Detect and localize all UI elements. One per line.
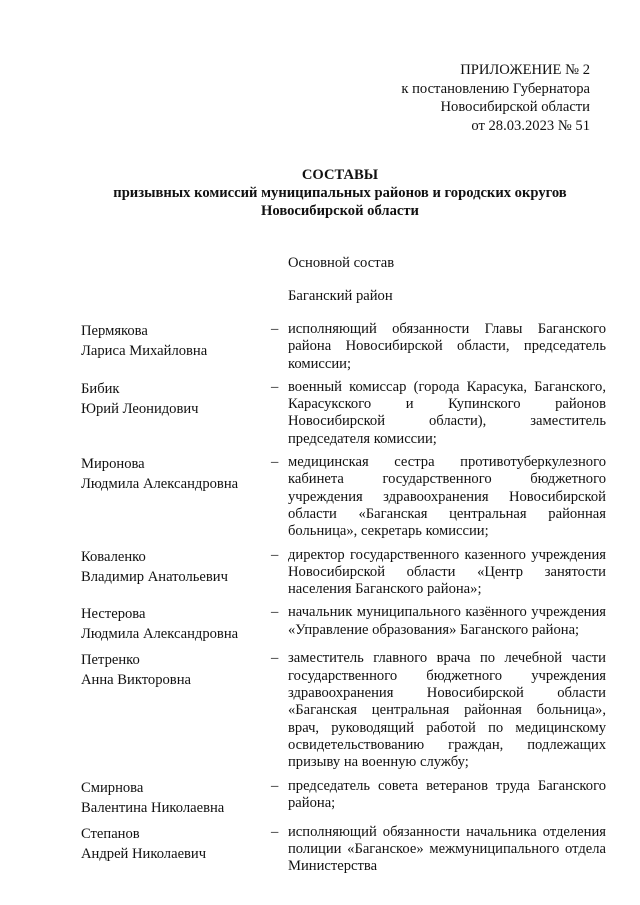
member-name [81,778,271,818]
member-name [81,379,271,419]
member-given-name: Лариса Михайловна [81,343,208,359]
member-row [81,379,611,448]
member-row [81,321,611,373]
member-role: военный комиссар (города Карасука, Баганского, Карасукского и Купинского районов Новосибирской области), заместитель председателя комиссии; [288,378,606,447]
appendix-number: ПРИЛОЖЕНИЕ № 2 [460,62,590,78]
member-surname: Нестерова [81,606,146,623]
title-region: Новосибирской области [261,203,419,219]
member-row [81,454,611,540]
member-given-name: Андрей Николаевич [81,845,207,862]
member-role: заместитель главного врача по лечебной части государственного бюджетного учреждения здравоохранения Новосибирской области «Баганская центральная районная больница», врач, руководящий работой по медицинскому освидетельствованию граждан, подлежащих призыву на военную службу; [288,650,606,771]
member-row [81,604,611,644]
appendix-date-number: от 28.03.2023 № 51 [471,117,590,134]
dash-separator: – [271,546,279,563]
member-role: председатель совета ветеранов труда Баганского района; [288,777,606,811]
dash-separator: – [271,604,279,621]
member-name [81,824,271,864]
member-name [81,604,271,644]
member-name [81,454,271,494]
member-surname: Коваленко [81,548,146,565]
member-name [81,321,271,361]
member-surname: Петренко [81,652,140,669]
member-row [81,650,611,771]
commission-roster [81,321,611,881]
dash-separator: – [271,823,279,840]
member-surname: Степанов [81,825,140,842]
member-role: начальник муниципального казённого учреждения «Управление образования» Баганского района; [288,604,606,638]
member-role: медицинская сестра противотуберкулезного кабинета государственного бюджетного учреждения здравоохранения Новосибирской области «Баганская центральная районная больница», секретарь комиссии; [288,454,606,540]
member-row [81,824,611,876]
member-role: исполняющий обязанности Главы Баганского района Новосибирской области, председатель комиссии; [288,321,606,372]
title-subtitle: призывных комиссий муниципальных районов и городских округов [113,185,567,201]
document-title [60,166,620,220]
composition-heading: Основной состав [288,255,395,271]
member-row [81,547,611,599]
district-heading: Баганский район [288,288,393,304]
dash-separator: – [271,454,279,471]
member-role: директор государственного казенного учреждения Новосибирской области «Центр занятости населения Баганского района»; [288,546,606,598]
member-name [81,547,271,587]
member-surname: Смирнова [81,779,144,796]
dash-separator: – [271,378,279,395]
appendix-header [380,61,590,135]
member-surname: Бибик [81,380,120,397]
member-given-name: Людмила Александровна [81,476,239,493]
member-name [81,650,271,690]
member-given-name: Людмила Александровна [81,626,239,643]
member-row [81,778,611,818]
appendix-reference: к постановлению Губернатора [401,80,590,97]
appendix-region: Новосибирской области [440,99,590,115]
title-main: СОСТАВЫ [301,167,379,183]
member-given-name: Анна Викторовна [81,672,191,689]
dash-separator: – [271,650,279,667]
member-given-name: Валентина Николаевна [81,799,225,816]
member-role: исполняющий обязанности начальника отделения полиции «Баганское» межмуниципального отдела Министерства [288,823,606,875]
dash-separator: – [271,321,279,337]
member-given-name: Юрий Леонидович [81,400,199,417]
member-given-name: Владимир Анатольевич [81,568,228,585]
member-surname: Миронова [81,456,145,473]
dash-separator: – [271,777,279,794]
member-surname: Пермякова [81,323,148,339]
